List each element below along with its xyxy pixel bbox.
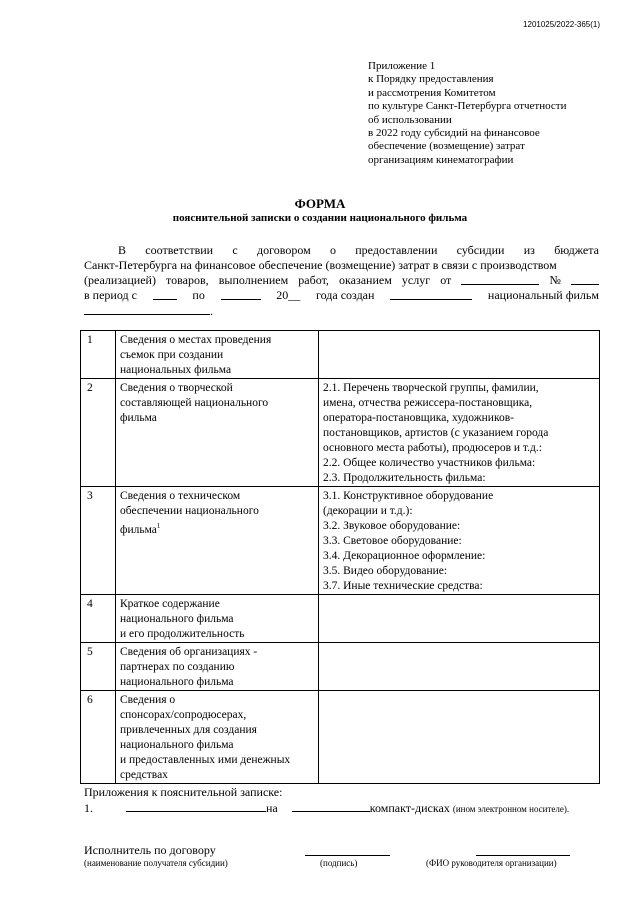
row-section — [116, 331, 319, 379]
section-line: съемок при создании — [120, 349, 224, 361]
director-name-line[interactable] — [476, 855, 570, 856]
caption-director: (ФИО руководителя организации) — [426, 858, 557, 868]
intro-word: (реализацией) — [84, 273, 156, 287]
row-number: 3 — [81, 487, 116, 595]
appendix-line: и рассмотрения Комитетом — [368, 86, 496, 99]
intro-line-1 — [84, 243, 599, 258]
appendix-line: в 2022 году субсидий на финансовое — [368, 127, 540, 140]
section-line: Сведения о творческой — [120, 382, 233, 394]
section-line: Краткое содержание — [120, 598, 220, 610]
detail-line: 3.1. Конструктивное оборудование — [323, 490, 494, 502]
detail-line: 3.2. Звуковое оборудование: — [323, 520, 461, 532]
section-line: Сведения о местах проведения — [120, 334, 272, 346]
detail-line: основного места работы), продюсеров и т.д.: — [323, 442, 542, 454]
detail-line: (декорации и т.д.): — [323, 505, 413, 517]
intro-line-4 — [84, 288, 599, 303]
appendix-line: организациям кинематографии — [368, 153, 514, 166]
section-line: Сведения о — [120, 694, 176, 706]
section-line: обеспечении национального — [120, 505, 259, 517]
section-line: привлеченных для создания — [120, 724, 257, 736]
section-line: Сведения об организациях - — [120, 646, 258, 658]
section-line: фильма — [120, 412, 157, 424]
row-section — [116, 487, 319, 595]
intro-text: Санкт-Петербурга на финансовое обеспечение (возмещение) затрат в связи с производством — [84, 258, 557, 272]
row-number: 4 — [81, 595, 116, 643]
intro-word: соответствии — [145, 243, 214, 257]
intro-word: по — [192, 288, 205, 302]
row-number: 5 — [81, 643, 116, 691]
form-title: ФОРМА — [294, 196, 346, 211]
section-line: национального фильма — [120, 676, 234, 688]
section-line-text: фильма — [120, 523, 157, 536]
intro-word: года создан — [316, 288, 375, 302]
footnote-mark: 1 — [156, 522, 161, 530]
executor-label: Исполнитель по договору — [84, 843, 216, 857]
detail-line: оператора-постановщика, художников- — [323, 412, 514, 424]
table-row — [81, 331, 600, 379]
section-line: партнерах по созданию — [120, 661, 235, 673]
intro-word: из — [523, 243, 535, 257]
row-details[interactable] — [319, 643, 600, 691]
section-line: составляющей национального — [120, 397, 269, 409]
intro-line-2 — [84, 258, 599, 273]
section-line: и его продолжительность — [120, 628, 245, 640]
signature-line[interactable] — [305, 855, 390, 856]
intro-word: товаров, — [166, 273, 209, 287]
intro-word: работ, — [298, 273, 329, 287]
attachment-note: (ином электронном носителе). — [452, 804, 570, 814]
row-details[interactable] — [319, 379, 600, 487]
intro-word: от — [440, 273, 452, 287]
attachments-line — [84, 800, 569, 816]
row-details[interactable] — [319, 487, 600, 595]
period-start-blank[interactable] — [153, 288, 177, 300]
appendix-line: к Порядку предоставления — [368, 73, 494, 86]
row-section — [116, 379, 319, 487]
attachment-name-blank[interactable] — [126, 800, 266, 812]
table-row — [81, 379, 600, 487]
row-number: 1 — [81, 331, 116, 379]
detail-line: 3.5. Видео оборудование: — [323, 565, 448, 577]
caption-signature: (подпись) — [320, 858, 358, 868]
attachment-cd: компакт-дисках — [369, 801, 450, 815]
intro-word: услуг — [401, 273, 431, 287]
section-line — [120, 519, 314, 538]
intro-word: предоставлении — [355, 243, 438, 257]
section-line: национального фильма — [120, 739, 234, 751]
row-details[interactable] — [319, 595, 600, 643]
detail-line: 2.1. Перечень творческой группы, фамилии, — [323, 382, 539, 394]
detail-line: 3.4. Декорационное оформление: — [323, 550, 486, 562]
detail-line: 3.7. Иные технические средства: — [323, 580, 483, 592]
detail-line: 3.3. Световое оборудование: — [323, 535, 462, 547]
document-number: 1201025/2022-365(1) — [523, 20, 600, 29]
intro-word: оказанием — [339, 273, 392, 287]
detail-line: постановщиков, артистов (с указанием города — [323, 427, 549, 439]
section-line: национального фильма — [120, 613, 234, 625]
attachment-number: 1. — [84, 801, 93, 815]
film-name-blank[interactable] — [84, 303, 210, 315]
intro-word: национальный фильм — [487, 288, 599, 302]
intro-word: в период с — [84, 288, 137, 302]
intro-word: о — [329, 243, 336, 257]
section-line: национальных фильма — [120, 364, 232, 376]
table-row — [81, 691, 600, 784]
section-line: средствах — [120, 769, 168, 781]
row-section — [116, 691, 319, 784]
row-details[interactable] — [319, 691, 600, 784]
appendix-line: обеспечение (возмещение) затрат — [368, 140, 525, 153]
table-row — [81, 487, 600, 595]
intro-word: бюджета — [554, 243, 599, 257]
intro-word: В — [118, 243, 127, 257]
form-table — [80, 330, 600, 784]
section-line: спонсорах/сопродюсерах, — [120, 709, 247, 721]
detail-line: 2.3. Продолжительность фильма: — [323, 472, 486, 484]
caption-recipient: (наименование получателя субсидии) — [84, 858, 228, 868]
intro-line-3 — [84, 273, 599, 288]
detail-line: 2.2. Общее количество участников фильма: — [323, 457, 536, 469]
attachment-on: на — [266, 801, 278, 815]
intro-word: договором — [257, 243, 311, 257]
row-section — [116, 643, 319, 691]
appendix-line: Приложение 1 — [368, 60, 436, 72]
contract-date-blank[interactable] — [461, 273, 539, 285]
row-section — [116, 595, 319, 643]
table-row — [81, 643, 600, 691]
detail-line: имена, отчества режиссера-постановщика, — [323, 397, 533, 409]
contract-number-blank[interactable] — [571, 273, 599, 285]
appendix-line: об использовании — [368, 113, 452, 126]
attachments-title: Приложения к пояснительной записке: — [84, 785, 283, 799]
table-row — [81, 595, 600, 643]
row-details[interactable] — [319, 331, 600, 379]
intro-line-5 — [84, 303, 599, 319]
intro-word: с — [232, 243, 238, 257]
appendix-header — [368, 60, 608, 167]
section-line: Сведения о техническом — [120, 490, 241, 502]
intro-year: 20__ — [276, 288, 301, 302]
film-title-blank[interactable] — [390, 288, 472, 300]
number-sign: № — [549, 273, 561, 287]
row-number: 6 — [81, 691, 116, 784]
period-end-blank[interactable] — [221, 288, 261, 300]
intro-period: . — [210, 304, 213, 318]
section-line: и предоставленных ими денежных — [120, 754, 291, 766]
intro-paragraph — [84, 243, 599, 319]
intro-word: выполнением — [218, 273, 289, 287]
intro-word: субсидии — [456, 243, 505, 257]
row-number: 2 — [81, 379, 116, 487]
attachment-count-blank[interactable] — [292, 800, 370, 812]
appendix-line: по культуре Санкт-Петербурга отчетности — [368, 100, 567, 113]
form-subtitle: пояснительной записки о создании национального фильма — [172, 212, 468, 224]
